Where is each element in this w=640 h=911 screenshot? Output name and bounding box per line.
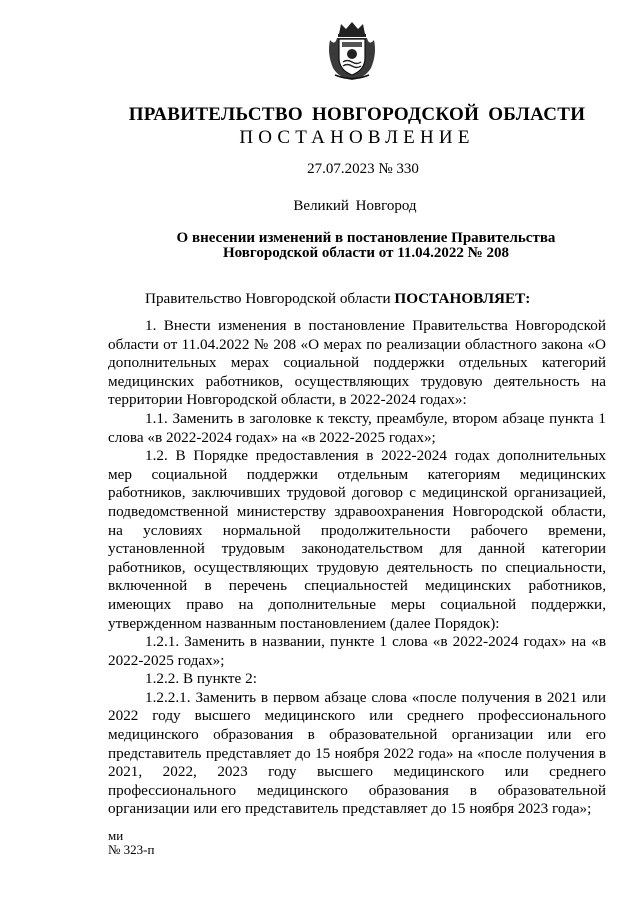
intro-text: Правительство Новгородской области	[145, 290, 395, 307]
footer-initials: ми	[108, 828, 124, 843]
document-title-line: О внесении изменений в постановление Правительства	[176, 230, 556, 246]
document-date-number: 27.07.2023 № 330	[307, 161, 419, 177]
body-paragraph: 1.2.2.1. Заменить в первом абзаце слова «после получения в 2021 или 2022 году высшего медицинского или среднего профессионального медицинского образования в образовательной организации или его представитель представляет до 15 ноября 2022 года» на «после получения в 2021, 2022, 2023 году высшего медицинского или среднего профессионального медицинского образования в образовательной организации или его представитель представляет до 15 ноября 2023 года»;	[108, 688, 606, 818]
document-title	[170, 231, 562, 261]
organization-name: ПРАВИТЕЛЬСТВО НОВГОРОДСКОЙ ОБЛАСТИ	[128, 104, 586, 125]
document-footer	[108, 829, 154, 857]
resolution-intro	[145, 290, 530, 308]
document-city: Великий Новгород	[293, 198, 417, 214]
footer-code: № 323-п	[108, 842, 155, 857]
body-paragraph: 1.2. В Порядке предоставления в 2022-2024 годах дополнительных мер социальной поддержки отдельным категориям медицинских работников, заключивших трудовой договор с медицинской организацией, подведомственной министерству здравоохранения Новгородской области, на условиях нормальной продолжительности рабочего времени, установленной трудовым законодательством для данной категории работников, осуществляющих трудовую деятельность по специальности, включенной в перечень специальностей медицинских работников, имеющих право на дополнительные меры социальной поддержки, утвержденном названным постановлением (далее Порядок):	[108, 447, 606, 632]
document-title-line: Новгородской области от 11.04.2022 № 208	[223, 245, 509, 261]
document-body	[108, 317, 606, 819]
intro-resolves: ПОСТАНОВЛЯЕТ:	[394, 290, 531, 307]
body-paragraph: 1.2.2. В пункте 2:	[145, 670, 257, 688]
body-paragraph: 1.2.1. Заменить в названии, пункте 1 слова «в 2022-2024 годах» на «в 2022-2025 годах»;	[108, 633, 606, 669]
body-paragraph: 1.1. Заменить в заголовке к тексту, преамбуле, втором абзаце пункта 1 слова «в 2022-2024 годах» на «в 2022-2025 годах»;	[108, 409, 606, 446]
document-type: ПОСТАНОВЛЕНИЕ	[239, 127, 475, 148]
body-paragraph: 1. Внести изменения в постановление Правительства Новгородской области от 11.04.2022 № 208 «О мерах по реализации областного закона «О дополнительных мерах социальной поддержки отдельных категорий медицинских работников, осуществляющих трудовую деятельность на территории Новгородской области, в 2022-2024 годах»:	[108, 317, 606, 409]
coat-of-arms-icon	[327, 20, 377, 82]
